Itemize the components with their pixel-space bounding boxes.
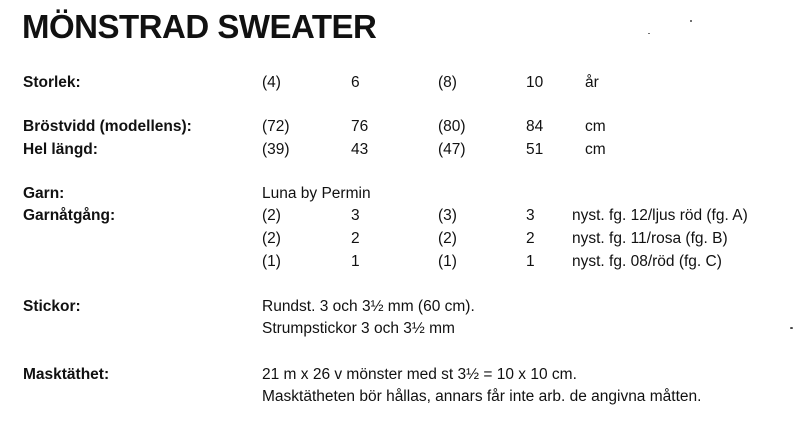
gauge-row-2	[0, 386, 804, 408]
chest-width-unit: cm	[585, 118, 606, 135]
yarn-amount-value-1: (1)	[262, 253, 281, 270]
size-value-1: (4)	[262, 74, 281, 91]
yarn-label: Garn:	[23, 185, 65, 202]
yarn-amount-value-1: (2)	[262, 230, 281, 247]
needles-label: Stickor:	[23, 298, 81, 315]
yarn-amount-value-3: (1)	[438, 253, 457, 270]
total-length-value-1: (39)	[262, 141, 290, 158]
chest-width-row	[0, 116, 804, 138]
gauge-line-1: 21 m x 26 v mönster med st 3½ = 10 x 10 cm.	[262, 366, 577, 383]
yarn-amount-value-4: 3	[526, 207, 535, 224]
needles-row	[0, 296, 804, 318]
scan-speck	[648, 33, 650, 34]
page-title: MÖNSTRAD SWEATER	[22, 8, 377, 45]
yarn-amount-label: Garnåtgång:	[23, 207, 116, 224]
scan-speck	[690, 20, 692, 22]
yarn-amount-value-4: 2	[526, 230, 535, 247]
gauge-line-2: Masktätheten bör hållas, annars får inte arb. de angivna måtten.	[262, 388, 702, 405]
yarn-amount-value-2: 1	[351, 253, 360, 270]
yarn-amount-desc: nyst. fg. 08/röd (fg. C)	[572, 253, 722, 270]
chest-width-value-1: (72)	[262, 118, 290, 135]
yarn-row	[0, 183, 804, 205]
chest-width-value-3: (80)	[438, 118, 466, 135]
total-length-value-2: 43	[351, 141, 369, 158]
size-value-2: 6	[351, 74, 360, 91]
yarn-amount-value-1: (2)	[262, 207, 281, 224]
yarn-amount-row	[0, 251, 804, 273]
total-length-value-3: (47)	[438, 141, 466, 158]
gauge-label: Masktäthet:	[23, 366, 110, 383]
size-value-4: 10	[526, 74, 544, 91]
yarn-amount-value-3: (3)	[438, 207, 457, 224]
yarn-amount-value-4: 1	[526, 253, 535, 270]
yarn-value: Luna by Permin	[262, 185, 371, 202]
total-length-value-4: 51	[526, 141, 544, 158]
yarn-amount-value-2: 2	[351, 230, 360, 247]
total-length-label: Hel längd:	[23, 141, 98, 158]
size-value-3: (8)	[438, 74, 457, 91]
gauge-row	[0, 364, 804, 386]
yarn-amount-desc: nyst. fg. 12/ljus röd (fg. A)	[572, 207, 748, 224]
chest-width-value-4: 84	[526, 118, 544, 135]
yarn-amount-value-2: 3	[351, 207, 360, 224]
yarn-amount-row	[0, 205, 804, 227]
needles-line-1: Rundst. 3 och 3½ mm (60 cm).	[262, 298, 475, 315]
yarn-amount-desc: nyst. fg. 11/rosa (fg. B)	[572, 230, 728, 247]
yarn-amount-row	[0, 228, 804, 250]
total-length-unit: cm	[585, 141, 606, 158]
chest-width-label: Bröstvidd (modellens):	[23, 118, 192, 135]
yarn-amount-value-3: (2)	[438, 230, 457, 247]
total-length-row	[0, 139, 804, 161]
needles-row-2	[0, 318, 804, 340]
size-row	[0, 72, 804, 94]
size-unit: år	[585, 74, 599, 91]
size-label: Storlek:	[23, 74, 81, 91]
chest-width-value-2: 76	[351, 118, 369, 135]
scan-speck	[790, 327, 793, 329]
needles-line-2: Strumpstickor 3 och 3½ mm	[262, 320, 455, 337]
